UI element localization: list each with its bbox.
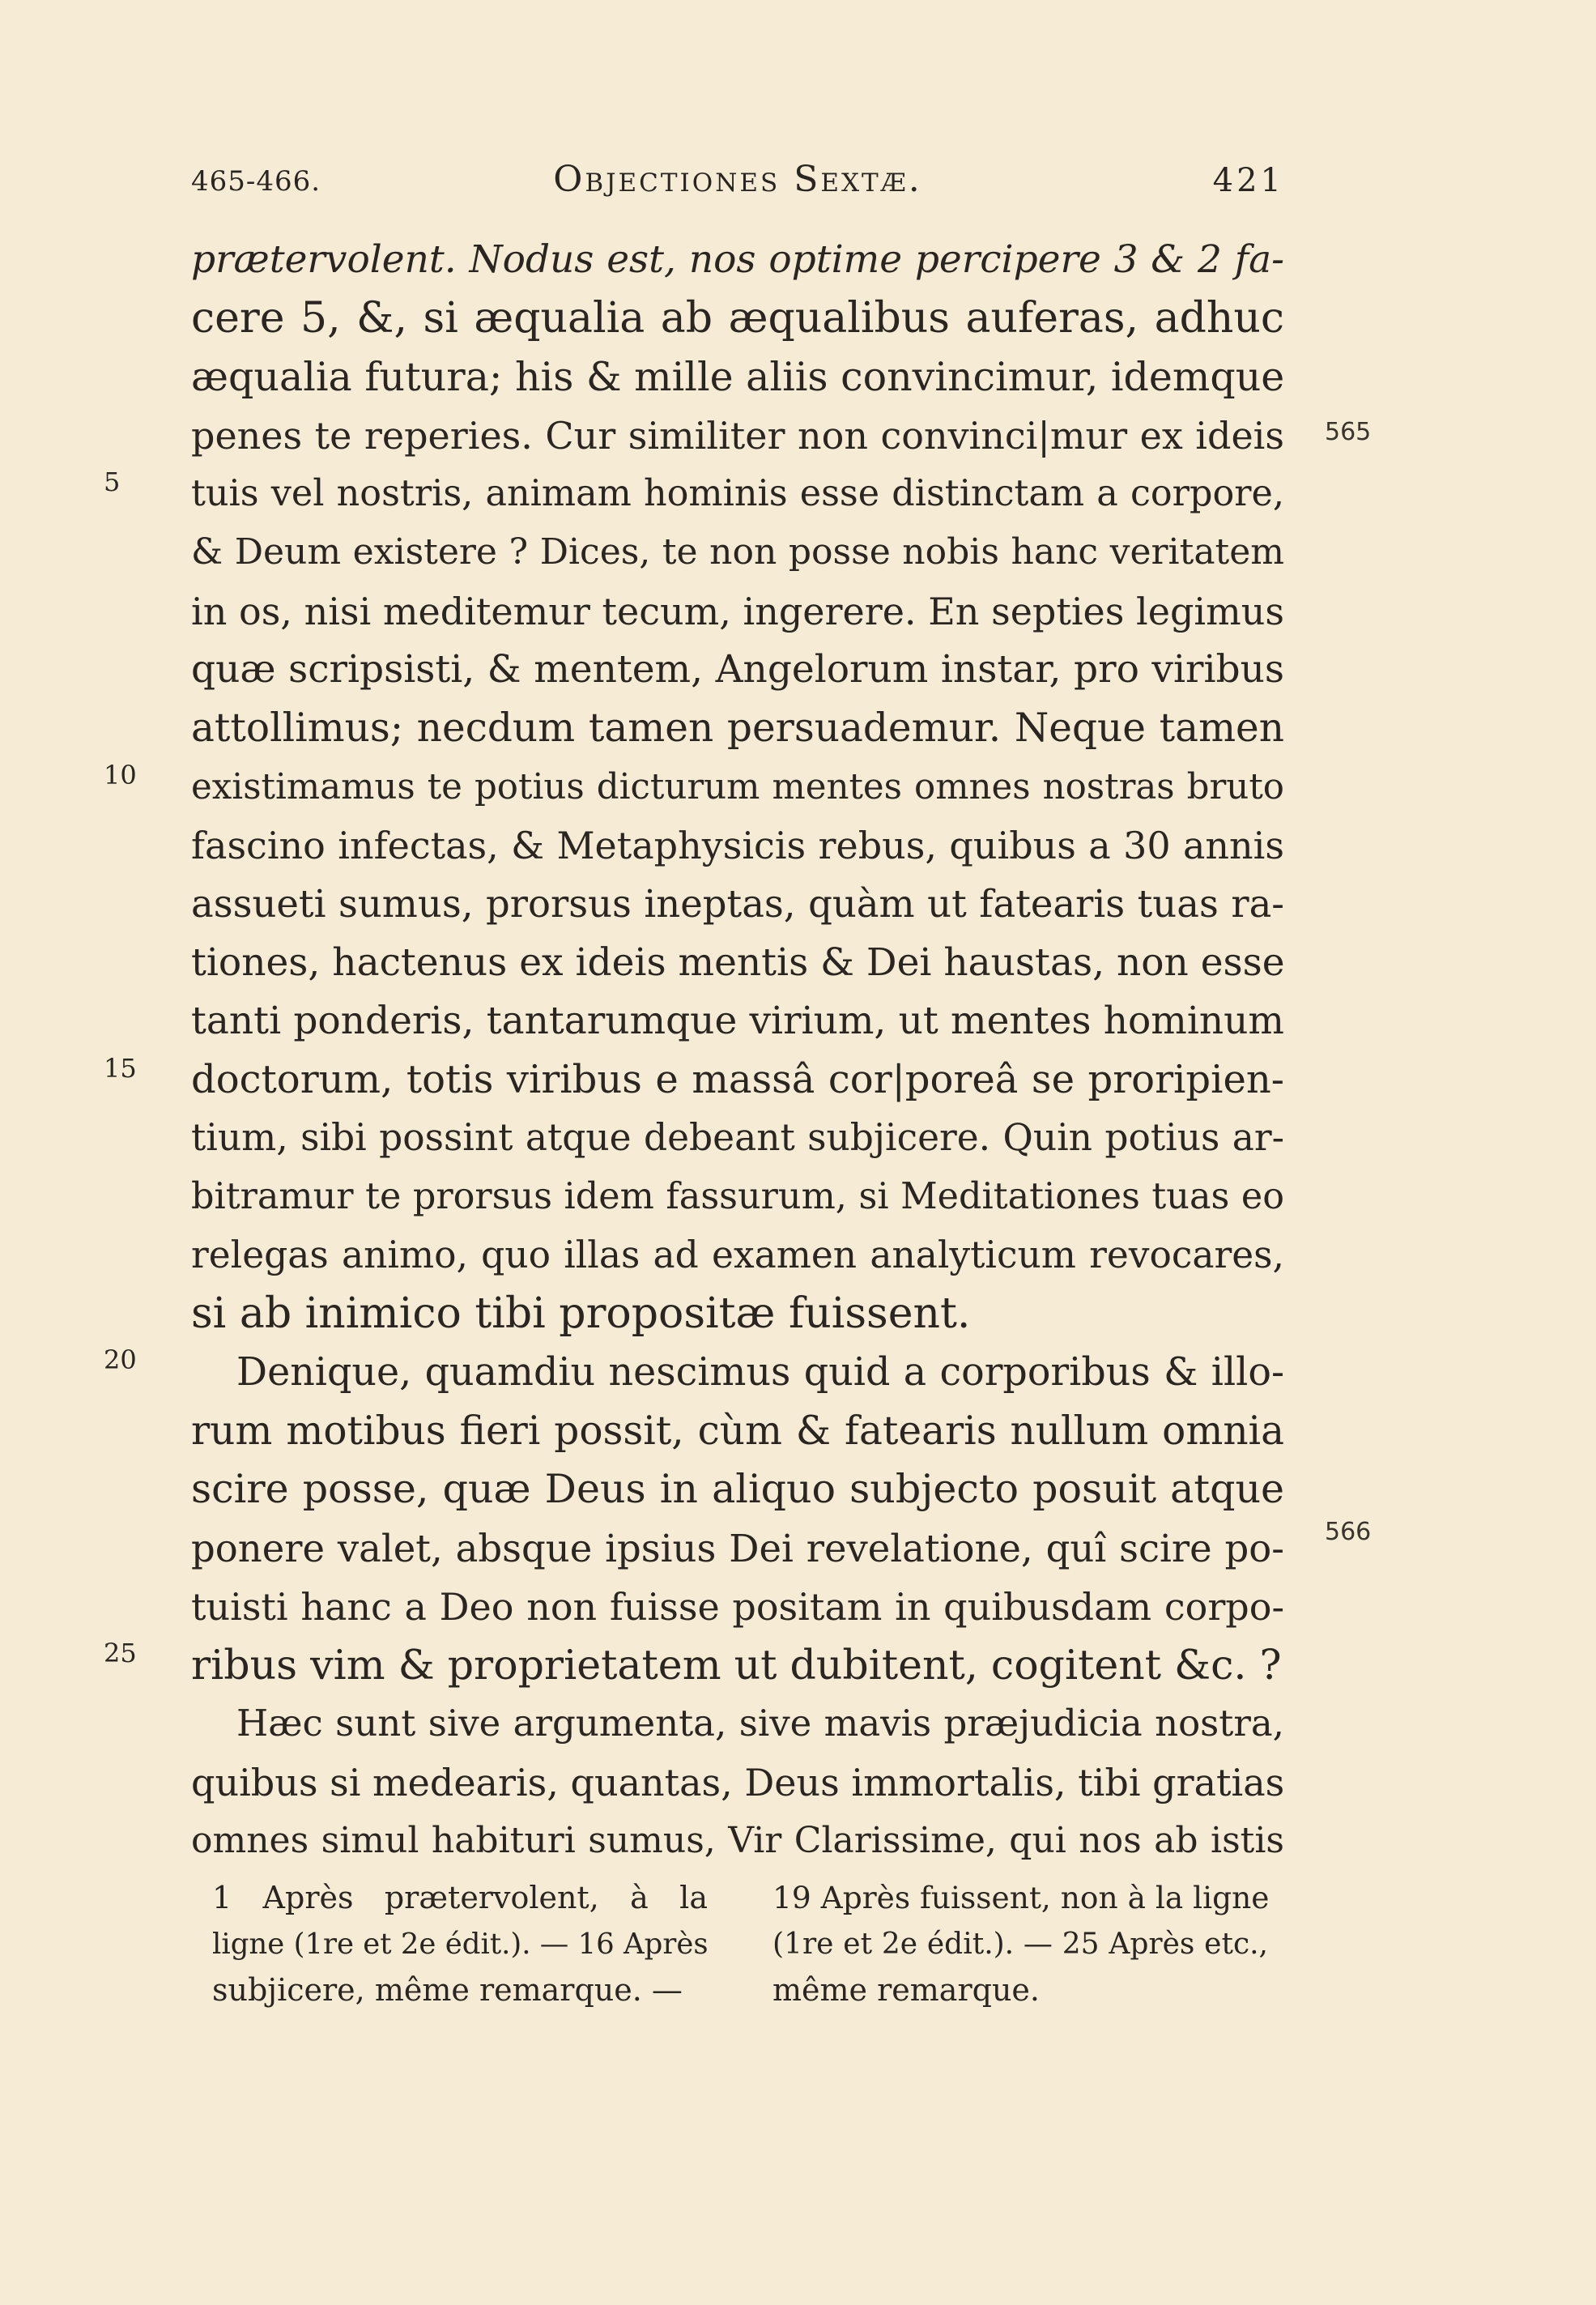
footnotes xyxy=(212,1875,1284,2021)
text-line-18: relegas animo, quo illas ad examen analyticum revocares, xyxy=(191,1233,1284,1277)
text-line-3: æqualia futura; his & mille aliis convincimur, idemque xyxy=(191,353,1285,400)
text-line-1: prætervolent. Nodus est, nos optime percipere 3 & 2 fa- xyxy=(191,237,1284,282)
text-line-27: quibus si medearis, quantas, Deus immortalis, tibi gratias xyxy=(191,1760,1285,1804)
footnote-line: ligne (1re et 2e édit.). — 16 Après xyxy=(212,1928,709,1961)
page-header xyxy=(191,159,1284,207)
line-number-20: 20 xyxy=(104,1344,137,1375)
line-number-15: 15 xyxy=(104,1053,137,1084)
line-number-5: 5 xyxy=(104,467,121,497)
footnote-line: 19 Après fuissent, non à la ligne xyxy=(772,1880,1270,1915)
main-text xyxy=(191,231,1284,1870)
text-line-16: tium, sibi possint atque debeant subjicere. Quin potius ar- xyxy=(191,1116,1284,1160)
text-line-26: Hæc sunt sive argumenta, sive mavis præjudicia nostra, xyxy=(236,1702,1284,1745)
text-line-24: tuisti hanc a Deo non fuisse positam in quibusdam corpo- xyxy=(191,1584,1284,1629)
text-line-6: & Deum existere ? Dices, te non posse nobis hanc veritatem xyxy=(191,531,1284,573)
text-line-17: bitramur te prorsus idem fassurum, si Meditationes tuas eo xyxy=(191,1175,1284,1217)
footnote-column-left xyxy=(212,1875,708,2013)
text-line-15: doctorum, totis viribus e massâ cor|poreâ se proripien- xyxy=(191,1057,1284,1103)
text-line-28: omnes simul habituri sumus, Vir Clarissime, qui nos ab istis xyxy=(191,1820,1284,1862)
text-line-21: rum motibus fieri possit, cùm & fatearis nullum omnia xyxy=(191,1408,1284,1454)
page-range: 465-466. xyxy=(191,165,321,198)
text-line-9: attollimus; necdum tamen persuademur. Neque tamen xyxy=(191,705,1284,752)
footnote-column-right xyxy=(772,1875,1268,2013)
running-title: Objectiones Sextæ. xyxy=(553,159,922,200)
text-line-10: existimamus te potius dicturum mentes omnes nostras bruto xyxy=(191,766,1284,807)
line-number-25: 25 xyxy=(104,1638,137,1668)
text-line-23: ponere valet, absque ipsius Dei revelatione, quî scire po- xyxy=(191,1526,1284,1570)
text-line-2: cere 5, &, si æqualia ab æqualibus auferas, adhuc xyxy=(191,294,1284,343)
text-line-22: scire posse, quæ Deus in aliquo subjecto posuit atque xyxy=(191,1466,1284,1513)
text-line-11: fascino infectas, & Metaphysicis rebus, quibus a 30 annis xyxy=(191,823,1284,867)
text-line-8: quæ scripsisti, & mentem, Angelorum instar, pro viribus xyxy=(191,647,1284,692)
footnote-line: (1re et 2e édit.). — 25 Après etc., xyxy=(772,1928,1268,1961)
line-number-10: 10 xyxy=(104,760,137,790)
text-line-19: si ab inimico tibi propositæ fuissent. xyxy=(191,1289,971,1339)
text-line-7: in os, nisi meditemur tecum, ingerere. En septies legimus xyxy=(191,589,1284,633)
text-line-14: tanti ponderis, tantarumque virium, ut mentes hominum xyxy=(191,998,1284,1043)
footnote-line: subjicere, même remarque. — xyxy=(212,1972,683,2008)
footnote-line: 1 Après prætervolent, à la xyxy=(212,1880,708,1915)
footnote-line: même remarque. xyxy=(772,1972,1040,2008)
text-line-20: Denique, quamdiu nescimus quid a corporibus & illo- xyxy=(236,1349,1284,1395)
text-line-4: penes te reperies. Cur similiter non convinci|mur ex ideis xyxy=(191,413,1284,458)
text-line-25: ribus vim & proprietatem ut dubitent, cogitent &c. ? xyxy=(191,1641,1282,1689)
page-number: 421 xyxy=(1212,162,1284,199)
margin-number-566: 566 xyxy=(1325,1518,1372,1546)
text-line-12: assueti sumus, prorsus ineptas, quàm ut fatearis tuas ra- xyxy=(191,882,1284,927)
text-line-5: tuis vel nostris, animam hominis esse distinctam a corpore, xyxy=(191,473,1284,515)
text-line-13: tiones, hactenus ex ideis mentis & Dei haustas, non esse xyxy=(191,939,1285,985)
margin-number-565: 565 xyxy=(1325,418,1372,446)
